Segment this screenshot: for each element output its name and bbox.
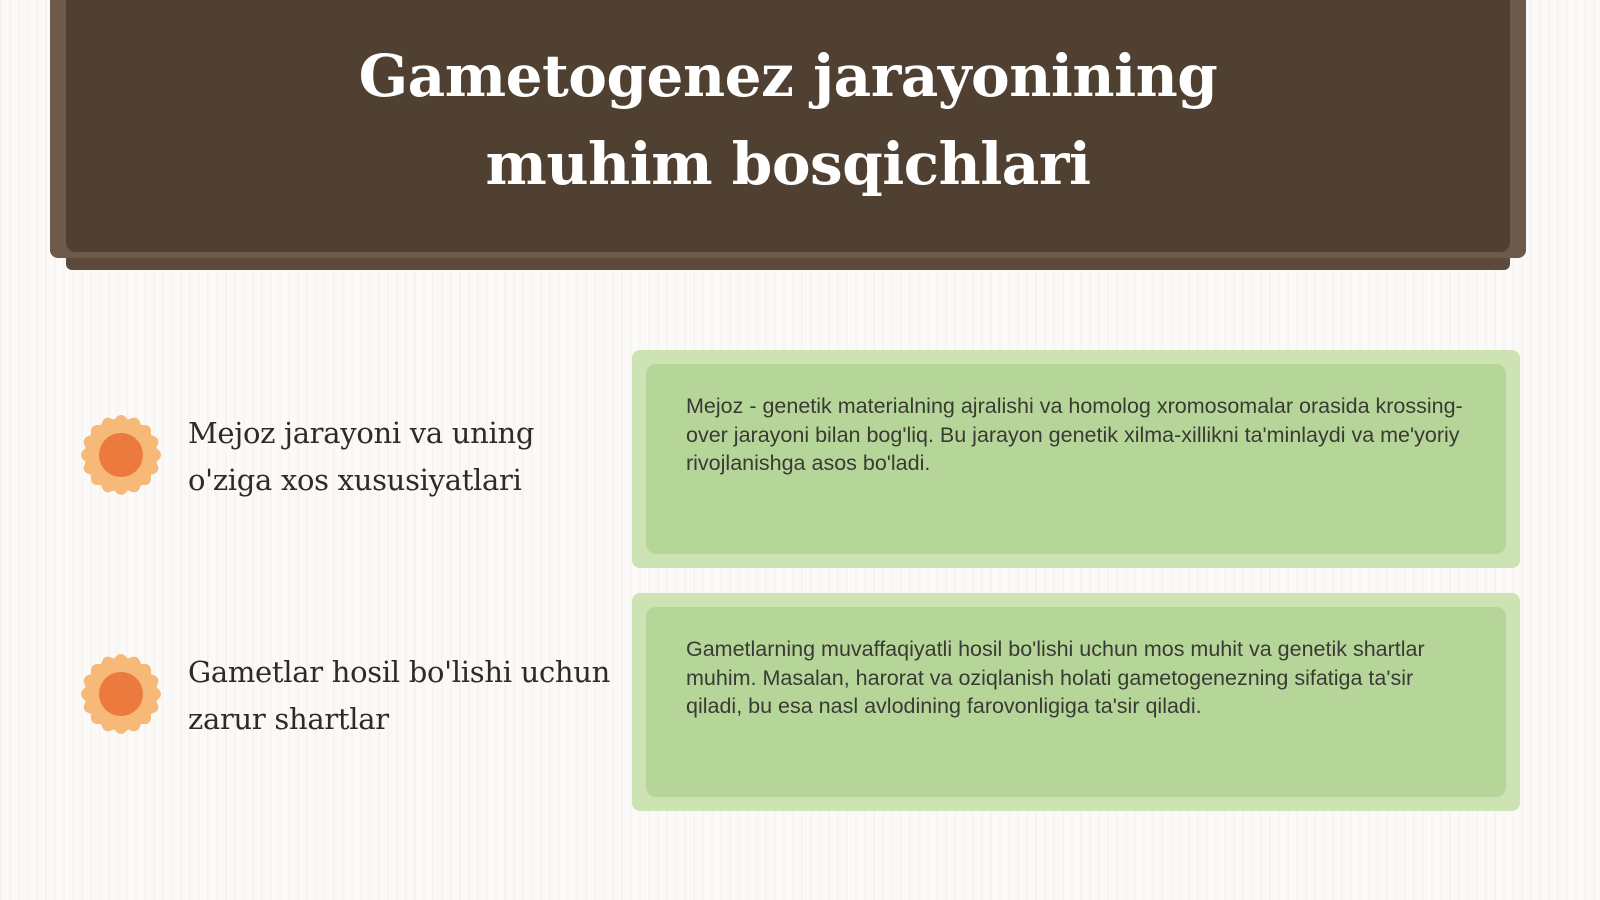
description-card-meiosis bbox=[632, 350, 1520, 568]
topic-label: Gametlar hosil bo'lishi uchun zarur shartlar bbox=[188, 655, 611, 736]
octagon-star-icon bbox=[80, 653, 162, 735]
octagon-star-icon bbox=[80, 414, 162, 496]
topic-label: Mejoz jarayoni va uning o'ziga xos xususiyatlari bbox=[188, 416, 535, 497]
header-banner bbox=[50, 0, 1526, 258]
topic-item-gamete-conditions bbox=[80, 655, 620, 743]
card-description: Gametlarning muvaffaqiyatli hosil bo'lishi uchun mos muhit va genetik shartlar muhim. Masalan, harorat va oziqlanish holati gametogenezning sifatiga ta'sir qiladi, bu esa nasl avlodining farovonligiga ta'sir qiladi. bbox=[686, 637, 1425, 718]
card-description: Mejoz - genetik materialning ajralishi va homolog xromosomalar orasida krossing-over jarayoni bilan bog'liq. Bu jarayon genetik xilma-xillikni ta'minlaydi va me'yoriy rivojlanishga asos bo'ladi. bbox=[686, 394, 1463, 475]
description-card-gamete-conditions bbox=[632, 593, 1520, 811]
page-title: Gametogenez jarayonining muhim bosqichlari bbox=[358, 42, 1218, 198]
topic-item-meiosis bbox=[80, 416, 620, 504]
header-panel bbox=[66, 0, 1510, 252]
